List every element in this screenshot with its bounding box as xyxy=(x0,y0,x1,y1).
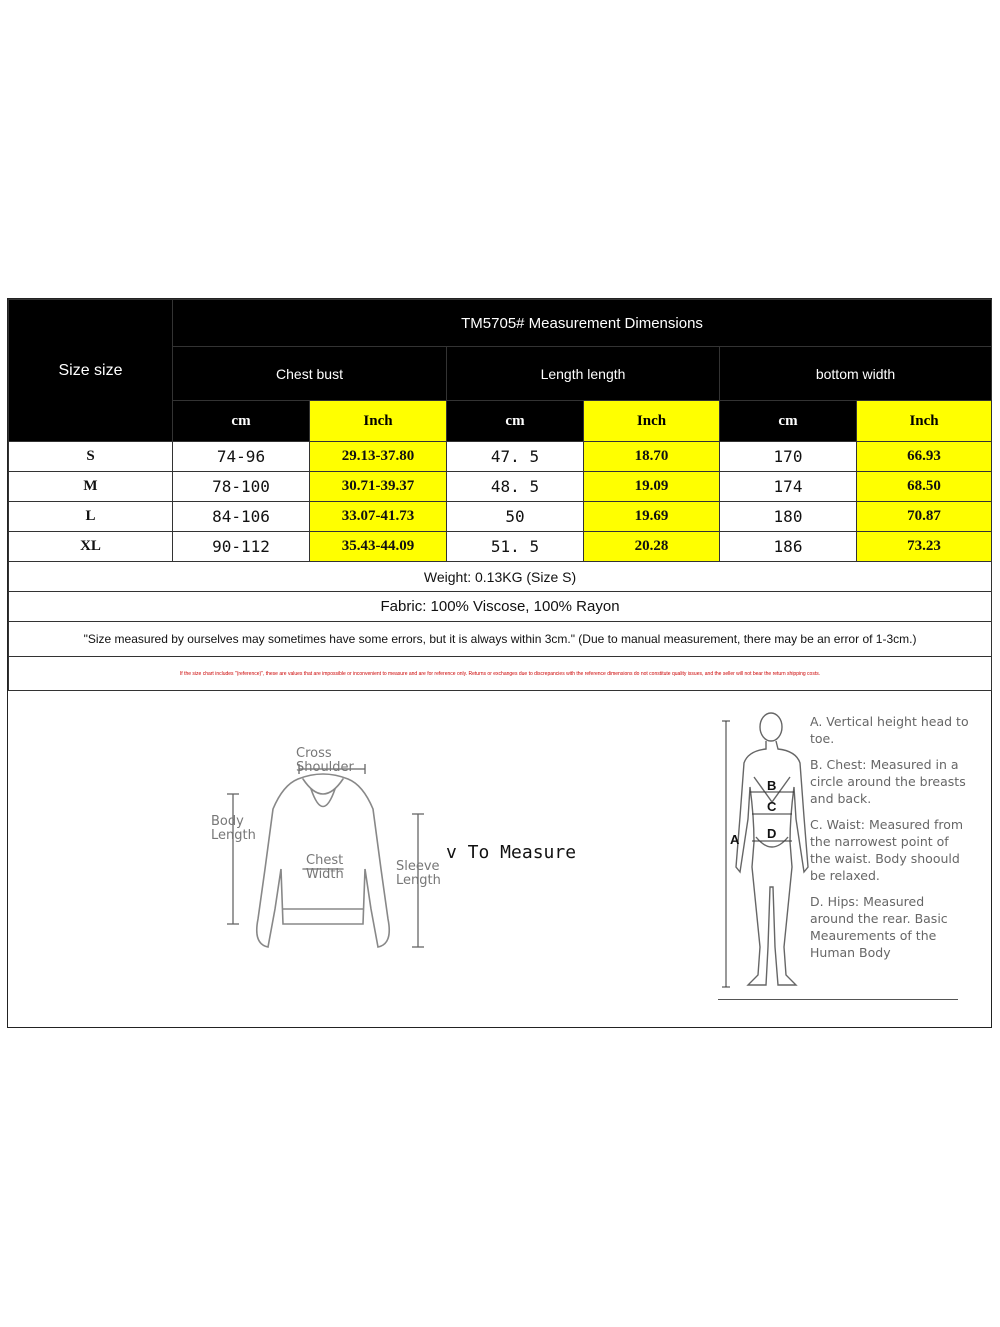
measure-heading: v To Measure xyxy=(446,842,577,863)
length-cm-cell: 47. 5 xyxy=(447,442,584,472)
length-inch-cell: 19.09 xyxy=(584,472,720,502)
size-cell: M xyxy=(9,472,173,502)
unit-cm: cm xyxy=(447,401,584,442)
bottom-inch-cell: 70.87 xyxy=(857,502,992,532)
letter-c: C xyxy=(767,799,777,814)
table-row xyxy=(9,442,992,472)
size-cell: XL xyxy=(9,532,173,562)
unit-cm: cm xyxy=(173,401,310,442)
body-length-label: Body Length xyxy=(211,814,256,843)
length-cm-cell: 48. 5 xyxy=(447,472,584,502)
bottom-inch-cell: 73.23 xyxy=(857,532,992,562)
size-header: Size size xyxy=(9,300,173,442)
bottom-inch-cell: 68.50 xyxy=(857,472,992,502)
letter-d: D xyxy=(767,826,777,841)
chest-cm-cell: 90-112 xyxy=(173,532,310,562)
letter-b: B xyxy=(767,778,777,793)
chest-inch-cell: 35.43-44.09 xyxy=(310,532,447,562)
group-bottom: bottom width xyxy=(720,347,992,401)
chest-cm-cell: 84-106 xyxy=(173,502,310,532)
chest-inch-cell: 29.13-37.80 xyxy=(310,442,447,472)
chest-width-label: Chest Width xyxy=(306,853,344,882)
weight-note: Weight: 0.13KG (Size S) xyxy=(9,562,992,592)
size-chart xyxy=(7,298,992,1028)
body-notes xyxy=(810,713,970,970)
unit-inch: Inch xyxy=(584,401,720,442)
size-table xyxy=(8,299,992,691)
length-cm-cell: 51. 5 xyxy=(447,532,584,562)
chest-inch-cell: 33.07-41.73 xyxy=(310,502,447,532)
bottom-cm-cell: 174 xyxy=(720,472,857,502)
group-length: Length length xyxy=(447,347,720,401)
note-a: A. Vertical height head to toe. xyxy=(810,714,969,746)
length-inch-cell: 19.69 xyxy=(584,502,720,532)
length-cm-cell: 50 xyxy=(447,502,584,532)
table-title: TM5705# Measurement Dimensions xyxy=(173,300,992,347)
chest-cm-cell: 78-100 xyxy=(173,472,310,502)
table-row xyxy=(9,502,992,532)
group-chest: Chest bust xyxy=(173,347,447,401)
divider xyxy=(718,999,958,1000)
note-c: C. Waist: Measured from the narrowest point of the waist. Body shoould be relaxed. xyxy=(810,817,964,883)
chest-inch-cell: 30.71-39.37 xyxy=(310,472,447,502)
body-figure-icon xyxy=(718,707,813,1002)
length-inch-cell: 18.70 xyxy=(584,442,720,472)
disclaimer-note: "Size measured by ourselves may sometimes have some errors, but it is always within 3cm." (Due to manual measurement, there may be an error of 1-3cm.) xyxy=(9,622,992,657)
length-inch-cell: 20.28 xyxy=(584,532,720,562)
size-cell: L xyxy=(9,502,173,532)
bottom-cm-cell: 180 xyxy=(720,502,857,532)
fabric-note: Fabric: 100% Viscose, 100% Rayon xyxy=(9,592,992,622)
measurement-diagram xyxy=(8,689,991,1027)
unit-cm: cm xyxy=(720,401,857,442)
bottom-cm-cell: 186 xyxy=(720,532,857,562)
note-b: B. Chest: Measured in a circle around the breasts and back. xyxy=(810,757,966,806)
note-d: D. Hips: Measured around the rear. Basic Meaurements of the Human Body xyxy=(810,894,948,960)
unit-inch: Inch xyxy=(857,401,992,442)
letter-a: A xyxy=(730,832,740,847)
fine-print-note: If the size chart includes "(reference)", these are values that are impossible or inconvenient to measure and are for reference only. Returns or exchanges due to discrepancies with the reference dimensions do not constitute quality issues, and the seller will not bear the return shipping costs. xyxy=(9,657,992,691)
sleeve-length-label: Sleeve Length xyxy=(396,859,441,888)
chest-cm-cell: 74-96 xyxy=(173,442,310,472)
bottom-cm-cell: 170 xyxy=(720,442,857,472)
size-cell: S xyxy=(9,442,173,472)
table-row xyxy=(9,532,992,562)
unit-inch: Inch xyxy=(310,401,447,442)
table-row xyxy=(9,472,992,502)
bottom-inch-cell: 66.93 xyxy=(857,442,992,472)
cross-shoulder-label: Cross Shoulder xyxy=(296,746,354,775)
